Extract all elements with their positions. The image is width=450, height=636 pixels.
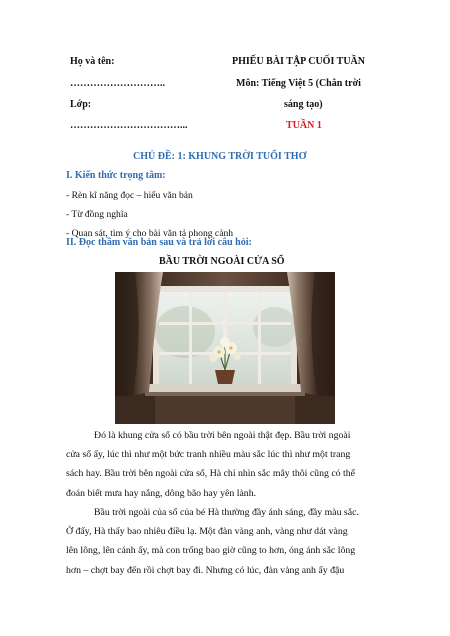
sheet-title: PHIẾU BÀI TẬP CUỐI TUẦN	[232, 56, 365, 67]
paragraph-line: lên lông, lên cánh ấy, mà con trống bao giờ cũng to hơn, óng ánh sắc lông	[66, 545, 356, 557]
paragraph-line: Bầu trời ngoài của sổ của bé Hà thường đầy ánh sáng, đầy màu sắc.	[94, 507, 359, 518]
class-label: Lớp:	[70, 99, 92, 110]
paragraph-line: đoán biết mưa hay nắng, dông bão hay yên lành.	[66, 487, 257, 499]
reading-paragraph-2	[66, 503, 384, 580]
reading-title: BẦU TRỜI NGOÀI CỬA SỔ	[159, 256, 285, 267]
paragraph-line: cửa sổ ấy, lúc thì như một bức tranh nhiều màu sắc lúc thì như một trang	[66, 449, 351, 461]
name-dots: ………………………..	[70, 78, 165, 89]
paragraph-line: sách hay. Bầu trời bên ngoài cửa sổ, Hà chỉ nhìn sắc mây thôi cũng có thể	[66, 468, 355, 480]
subject-line1: Môn: Tiếng Việt 5 (Chân trời	[236, 78, 361, 89]
subject-line2: sáng tạo)	[284, 99, 323, 110]
class-dots: ……………………………...	[70, 120, 188, 131]
reading-paragraph-1	[66, 426, 384, 503]
paragraph-line: Đó là khung cửa sổ có bầu trời bên ngoài thật đẹp. Bầu trời ngoài	[94, 430, 351, 441]
section1-heading: I. Kiến thức trọng tâm:	[66, 170, 166, 181]
list-item: - Quan sát, tìm ý cho bài văn tả phong cảnh	[66, 228, 234, 239]
list-item: - Từ đồng nghĩa	[66, 209, 128, 220]
week-label: TUẦN 1	[286, 120, 322, 131]
section2-heading: II. Đọc thầm văn bản sau và trả lời câu hỏi:	[66, 237, 252, 248]
list-item: - Rèn kĩ năng đọc – hiểu văn bản	[66, 190, 193, 201]
paragraph-line: hơn – chợt bay đến rồi chợt bay đi. Nhưng có lúc, đàn vàng anh ấy đậu	[66, 564, 345, 576]
topic-heading: CHỦ ĐỀ: 1: KHUNG TRỜI TUỔI THƠ	[133, 151, 307, 162]
window-flowers-photo	[115, 272, 335, 424]
name-label: Họ và tên:	[70, 56, 115, 67]
paragraph-line: Ở đấy, Hà thấy bao nhiêu điều lạ. Một đàn vàng anh, vàng như dát vàng	[66, 526, 348, 538]
